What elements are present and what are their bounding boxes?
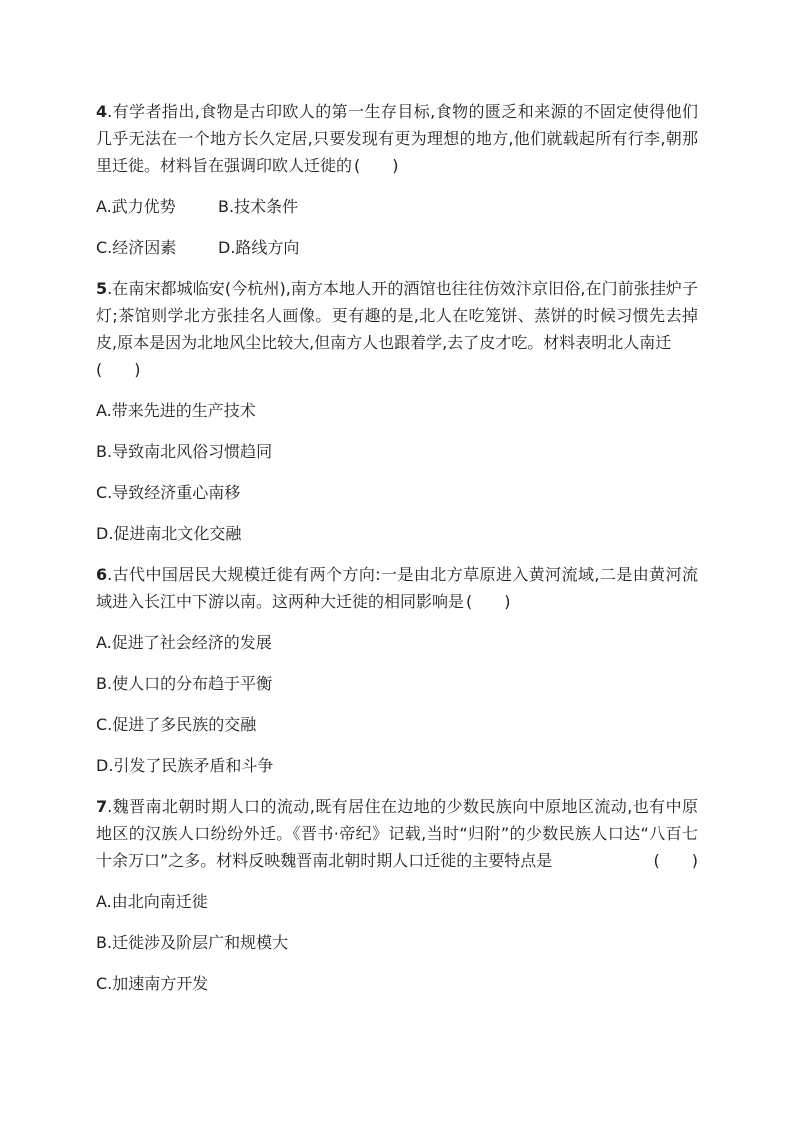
question-6-option-a: A.促进了社会经济的发展 xyxy=(96,633,272,652)
question-5-stem xyxy=(96,275,698,383)
question-6 xyxy=(96,561,698,779)
question-5-option-d: D.促进南北文化交融 xyxy=(96,524,242,543)
question-6-option-d: D.引发了民族矛盾和斗争 xyxy=(96,756,274,775)
question-5-option-c: C.导致经济重心南移 xyxy=(96,483,241,502)
question-5 xyxy=(96,275,698,547)
question-7-text: .魏晋南北朝时期人口的流动,既有居住在边地的少数民族向中原地区流动,也有中原地区的汉族人口纷纷外迁。《晋书·帝纪》记载,当时“归附”的少数民族人口达“八百七十余万口”之多。材料反映魏晋南北朝时期人口迁徙的主要特点是 xyxy=(96,797,698,870)
answer-parenthesis: ( ) xyxy=(96,360,141,379)
question-4-option-a: A.武力优势 xyxy=(96,197,176,216)
question-6-number: 6 xyxy=(96,565,108,584)
question-7-option-b: B.迁徙涉及阶层广和规模大 xyxy=(96,933,289,952)
question-4 xyxy=(96,98,698,261)
question-7-number: 7 xyxy=(96,797,108,816)
question-4-stem xyxy=(96,98,698,179)
question-4-number: 4 xyxy=(96,102,108,121)
question-6-text: .古代中国居民大规模迁徙有两个方向:一是由北方草原进入黄河流域,二是由黄河流域进入长江中下游以南。这两种大迁徙的相同影响是 xyxy=(96,565,698,611)
question-7 xyxy=(96,793,698,997)
answer-parenthesis: ( ) xyxy=(653,851,698,870)
question-6-stem xyxy=(96,561,698,615)
question-4-options-row-2 xyxy=(96,234,698,261)
question-6-option-b: B.使人口的分布趋于平衡 xyxy=(96,674,273,693)
question-5-text: .在南宋都城临安(今杭州),南方本地人开的酒馆也往往仿效汴京旧俗,在门前张挂炉子灯;茶馆则学北方张挂名人画像。更有趣的是,北人在吃笼饼、蒸饼的时候习惯先去掉皮,原本是因为北地风尘比较大,但南方人也跟着学,去了皮才吃。材料表明北人南迁 xyxy=(96,279,698,352)
answer-parenthesis: ( ) xyxy=(354,156,399,175)
answer-parenthesis: ( ) xyxy=(466,592,511,611)
question-7-stem xyxy=(96,793,698,874)
question-7-option-c: C.加速南方开发 xyxy=(96,974,209,993)
question-6-option-c: C.促进了多民族的交融 xyxy=(96,715,257,734)
question-5-number: 5 xyxy=(96,279,108,298)
question-4-options-row-1 xyxy=(96,193,698,220)
question-7-option-a: A.由北向南迁徙 xyxy=(96,892,208,911)
question-4-text: .有学者指出,食物是古印欧人的第一生存目标,食物的匮乏和来源的不固定使得他们几乎无法在一个地方长久定居,只要发现有更为理想的地方,他们就载起所有行李,朝那里迁徙。材料旨在强调印欧人迁徙的 xyxy=(96,102,698,175)
question-5-option-b: B.导致南北风俗习惯趋同 xyxy=(96,442,273,461)
question-5-option-a: A.带来先进的生产技术 xyxy=(96,401,256,420)
question-4-option-b: B.技术条件 xyxy=(218,197,299,216)
question-4-option-d: D.路线方向 xyxy=(218,238,300,257)
question-4-option-c: C.经济因素 xyxy=(96,238,177,257)
